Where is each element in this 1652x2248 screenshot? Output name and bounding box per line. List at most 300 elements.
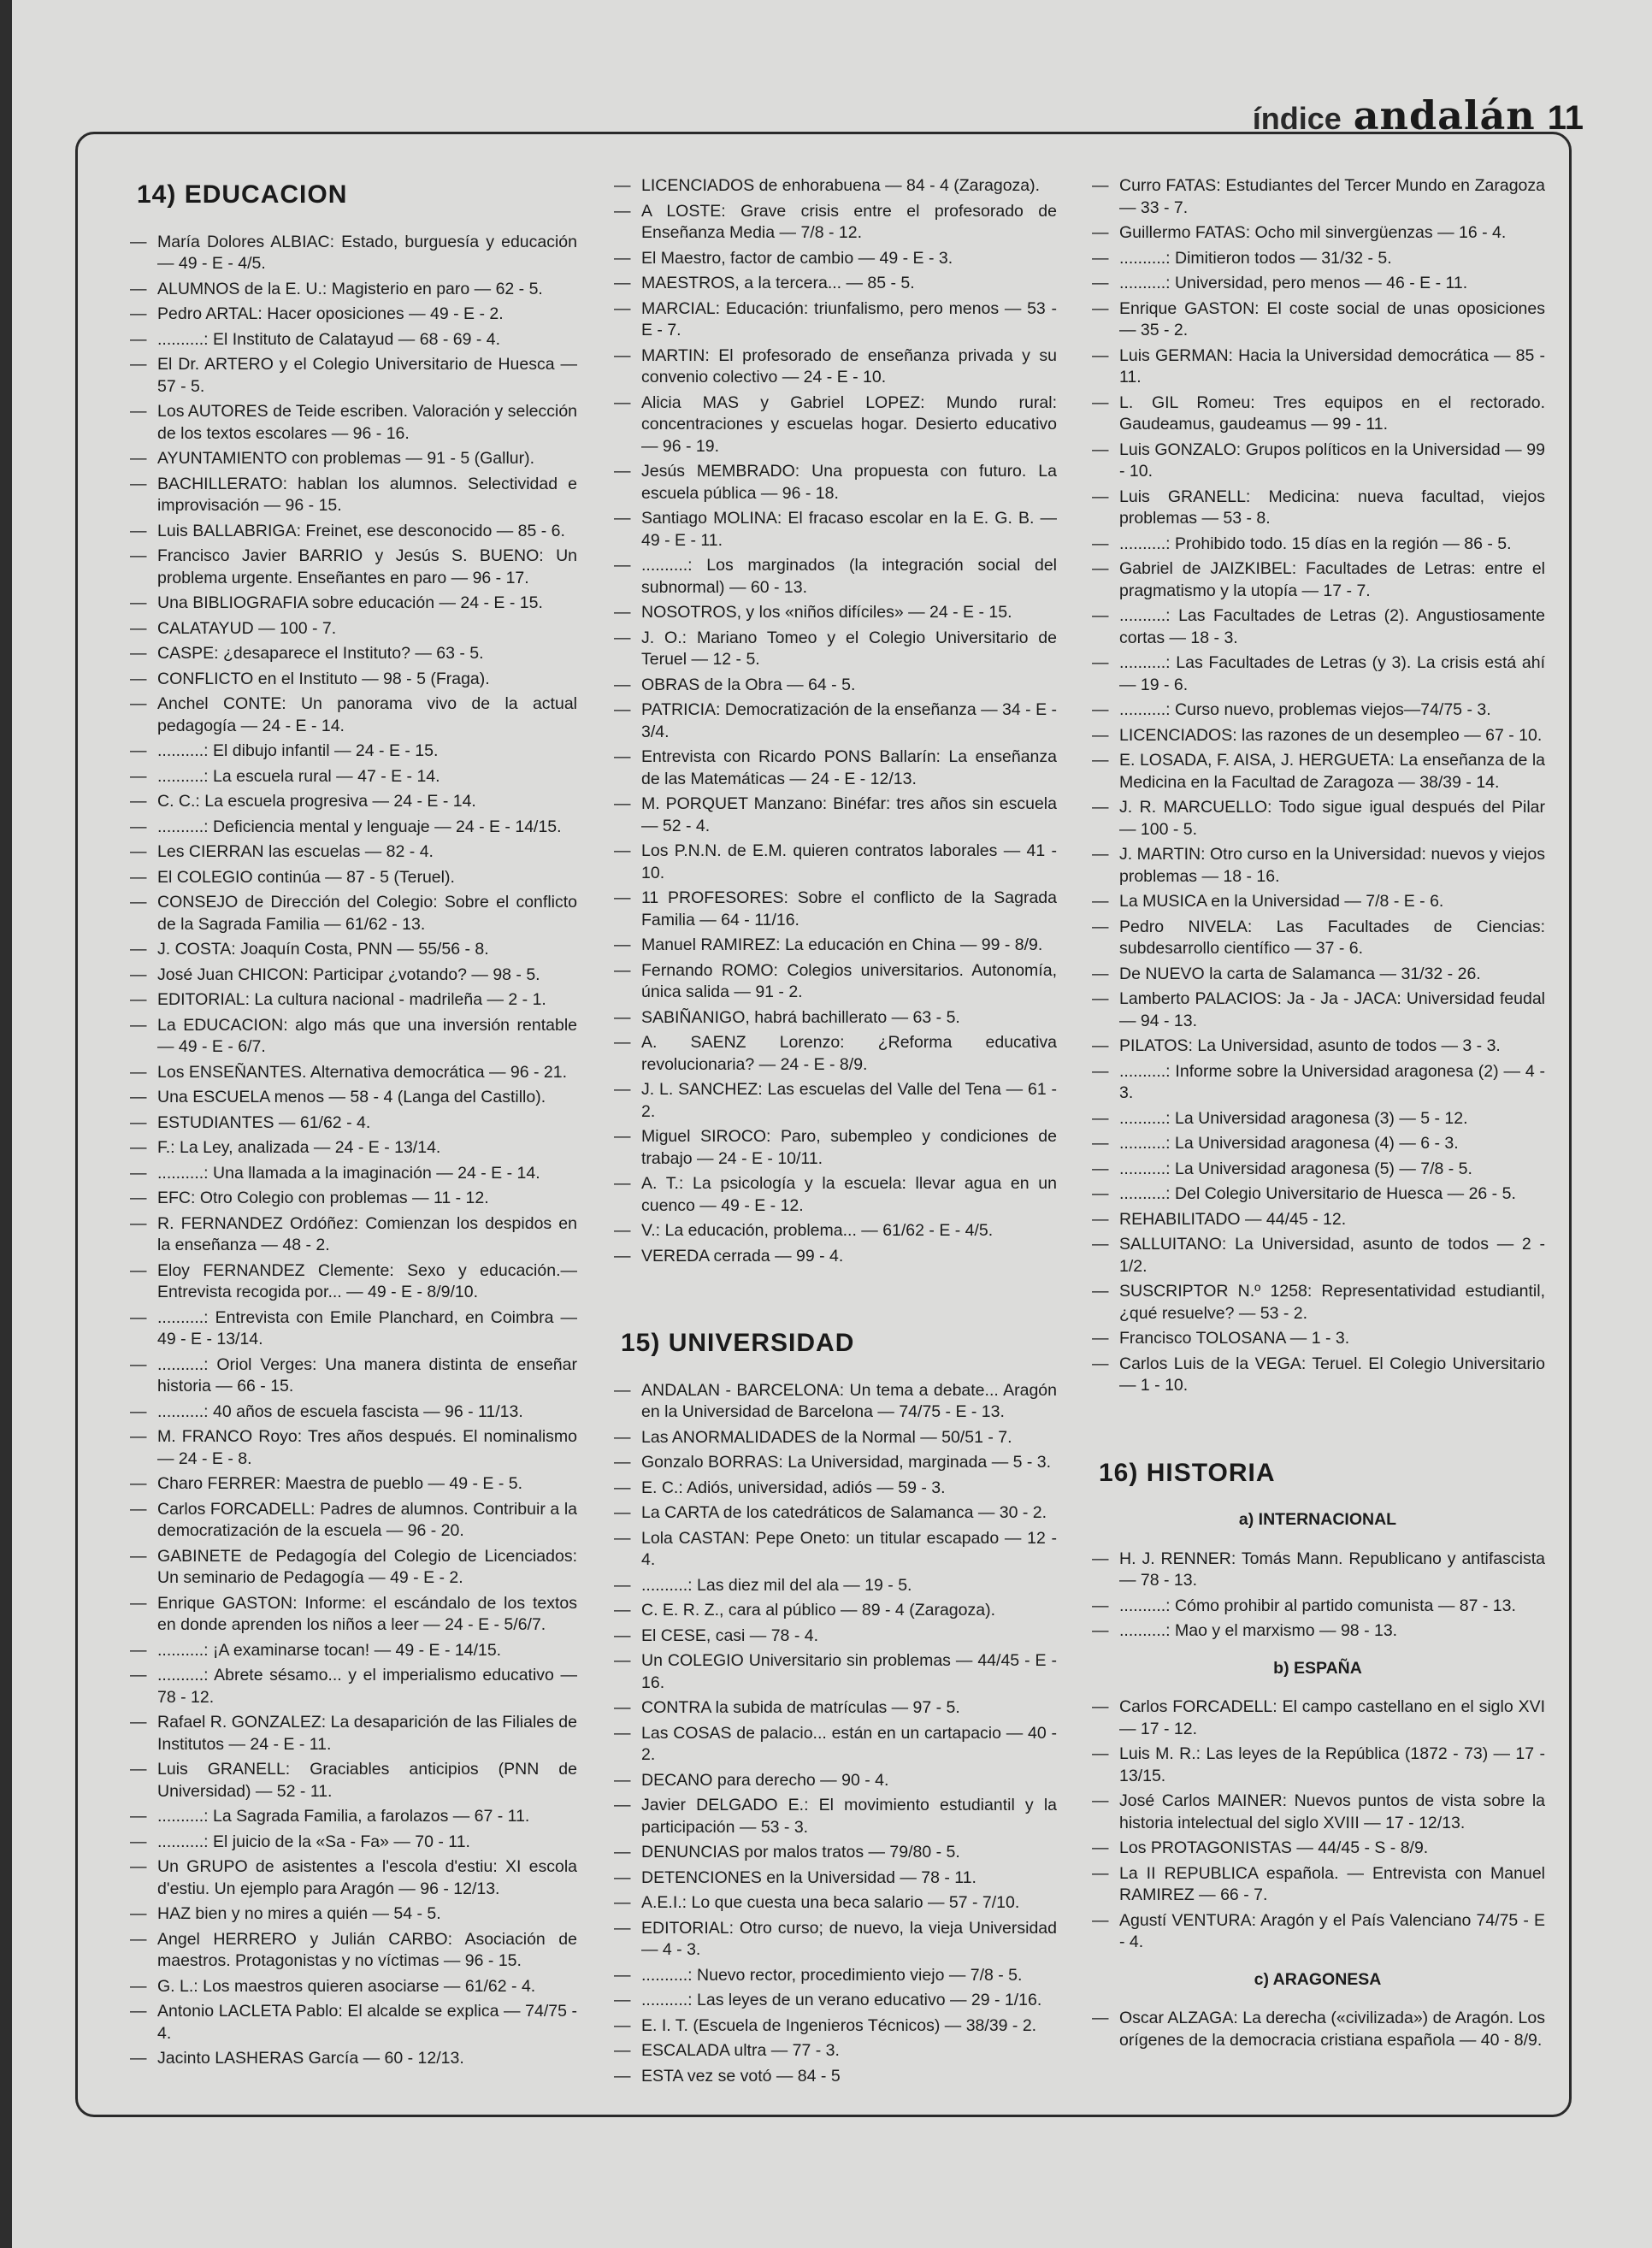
index-entry [612,555,1057,599]
index-entry [612,392,1057,458]
entry-text: ..........: Del Colegio Universitario de Huesca — 26 - 5. [1119,1184,1516,1203]
historia-espana-list [1090,1696,1545,1954]
index-entry [128,1806,577,1828]
index-entry [128,1087,577,1109]
entry-dash: — [1092,1838,1109,1857]
entry-dash: — [130,741,147,760]
entry-text: ..........: La Universidad aragonesa (5) — 7/8 - 5. [1119,1159,1472,1178]
entry-text: H. J. RENNER: Tomás Mann. Republicano y antifascista — 78 - 13. [1119,1549,1545,1590]
index-entry [1090,392,1545,436]
index-entry [1090,273,1545,295]
entry-text: ..........: El Instituto de Calatayud — 68 - 69 - 4. [157,329,501,349]
index-entry [612,1697,1057,1720]
entry-text: C. C.: La escuela progresiva — 24 - E - 14. [157,792,476,811]
universidad-entry-list-continued [1090,175,1545,1397]
index-entry [1090,1791,1545,1834]
entry-text: Alicia MAS y Gabriel LOPEZ: Mundo rural: concentraciones y escuelas hogar. Desierto educativo — 96 - 19. [641,392,1057,456]
entry-dash: — [614,462,631,481]
entry-dash: — [130,694,147,713]
educacion-entry-list-continued [612,175,1057,1267]
entry-text: Anchel CONTE: Un panorama vivo de la actual pedagogía — 24 - E - 14. [157,694,577,735]
entry-dash: — [130,1307,147,1327]
index-entry [612,1575,1057,1597]
entry-dash: — [614,1867,631,1887]
index-entry [612,1918,1057,1962]
entry-dash: — [614,1221,631,1240]
entry-text: Luis GERMAN: Hacia la Universidad democrática — 85 - 11. [1119,345,1545,386]
entry-dash: — [614,628,631,647]
entry-text: E. LOSADA, F. AISA, J. HERGUETA: La enseñanza de la Medicina en la Facultad de Zaragoza — 38/39 - 14. [1119,751,1545,792]
index-entry [612,675,1057,697]
entry-text: E. I. T. (Escuela de Ingenieros Técnicos) — 38/39 - 2. [641,2015,1037,2035]
entry-text: MAESTROS, a la tercera... — 85 - 5. [641,274,915,292]
entry-dash: — [614,1427,631,1447]
entry-text: F.: La Ley, analizada — 24 - E - 13/14. [157,1138,441,1157]
entry-dash: — [1092,1036,1109,1055]
entry-dash: — [130,1546,147,1566]
subsection-title-aragonesa: c) ARAGONESA [1254,1969,1382,1989]
index-entry [612,1007,1057,1030]
entry-dash: — [130,1857,147,1876]
index-entry [612,248,1057,270]
index-entry [1090,1620,1545,1643]
entry-text: DETENCIONES en la Universidad — 78 - 11. [641,1867,976,1887]
index-entry [612,1220,1057,1242]
entry-text: CONTRA la subida de matrículas — 97 - 5. [641,1698,960,1717]
index-entry [128,448,577,470]
index-entry [128,939,577,961]
entry-dash: — [1092,1329,1109,1348]
entry-dash: — [614,345,631,365]
entry-dash: — [1092,298,1109,318]
entry-dash: — [1092,798,1109,817]
index-entry [1090,298,1545,342]
entry-text: Oscar ALZAGA: La derecha («civilizada») de Aragón. Los orígenes de la democracia cristiana española — 40 - 8/9. [1119,2009,1545,2050]
entry-text: ..........: El juicio de la «Sa - Fa» — 70 - 11. [157,1832,470,1851]
entry-text: Francisco TOLOSANA — 1 - 3. [1119,1329,1350,1348]
index-entry [1090,558,1545,602]
entry-text: José Carlos MAINER: Nuevos puntos de vista sobre la historia intelectual del siglo XVIII — 17 - 12/13. [1119,1791,1545,1832]
entry-text: J. MARTIN: Otro curso en la Universidad: nuevos y viejos problemas — 18 - 16. [1119,845,1545,886]
magazine-logo: andalán [1353,92,1536,139]
entry-dash: — [1092,1549,1109,1568]
entry-text: Pedro NIVELA: Las Facultades de Ciencias: subdesarrollo científico — 37 - 6. [1119,917,1545,958]
index-entry [612,298,1057,342]
entry-dash: — [130,1015,147,1035]
index-entry [612,1452,1057,1474]
entry-text: Guillermo FATAS: Ocho mil sinvergüenzas — 16 - 4. [1119,223,1507,242]
entry-text: Las COSAS de palacio... están en un cartapacio — 40 - 2. [641,1723,1057,1764]
index-entry [128,1112,577,1135]
entry-dash: — [130,1593,147,1613]
index-entry [1090,652,1545,696]
index-entry [1090,988,1545,1032]
index-label: índice [1252,101,1342,136]
entry-dash: — [130,546,147,565]
entry-dash: — [1092,1791,1109,1810]
entry-text: Agustí VENTURA: Aragón y el País Valenciano 74/75 - E - 4. [1119,1910,1545,1951]
index-entry [1090,1159,1545,1181]
entry-dash: — [614,700,631,719]
entry-dash: — [130,1138,147,1157]
index-entry [1090,844,1545,888]
entry-text: ..........: Dimitieron todos — 31/32 - 5. [1119,248,1392,268]
entry-dash: — [130,593,147,612]
index-entry [128,1015,577,1059]
index-entry [1090,1863,1545,1907]
entry-text: Los ENSEÑANTES. Alternativa democrática — 96 - 21. [157,1062,568,1082]
entry-dash: — [614,1796,631,1814]
entry-text: BACHILLERATO: hablan los alumnos. Selectividad e improvisación — 96 - 15. [157,474,577,515]
index-entry [128,1260,577,1304]
entry-dash: — [130,304,147,323]
index-entry [612,1770,1057,1792]
entry-dash: — [130,474,147,493]
section-spacer [1090,1401,1545,1452]
entry-dash: — [614,1723,631,1743]
educacion-entry-list [128,232,577,2070]
entry-text: ..........: Informe sobre la Universidad aragonesa (2) — 4 - 3. [1119,1061,1545,1102]
entry-dash: — [1092,1863,1109,1883]
entry-dash: — [1092,845,1109,864]
entry-text: Lola CASTAN: Pepe Oneto: un titular escapado — 12 - 4. [641,1528,1057,1569]
entry-text: J. COSTA: Joaquín Costa, PNN — 55/56 - 8. [157,940,489,959]
entry-dash: — [614,960,631,980]
index-entry [128,1903,577,1926]
entry-text: El Dr. ARTERO y el Colegio Universitario de Huesca — 57 - 5. [157,355,577,396]
index-entry [128,1188,577,1210]
entry-text: Carlos FORCADELL: El campo castellano en el siglo XVI — 17 - 12. [1119,1697,1545,1738]
index-entry [612,935,1057,957]
entry-dash: — [614,1453,631,1472]
entry-text: La MUSICA en la Universidad — 7/8 - E - 6. [1119,892,1444,911]
entry-dash: — [614,1478,631,1497]
entry-dash: — [130,618,147,638]
section-spacer [612,1271,1057,1322]
index-entry [612,2040,1057,2062]
index-entry [128,1832,577,1854]
index-entry [128,669,577,691]
entry-dash: — [1092,1159,1109,1178]
index-entry [128,1163,577,1185]
index-entry [612,1626,1057,1648]
entry-text: ..........: La Universidad aragonesa (4) — 6 - 3. [1119,1134,1459,1153]
entry-text: MARTIN: El profesorado de enseñanza privada y su convenio colectivo — 24 - E - 10. [641,345,1057,386]
entry-dash: — [614,1575,631,1595]
entry-text: J. O.: Mariano Tomeo y el Colegio Universitario de Teruel — 12 - 5. [641,628,1057,669]
entry-dash: — [130,766,147,786]
entry-dash: — [130,2002,147,2021]
index-entry [128,329,577,351]
entry-dash: — [1092,1209,1109,1229]
index-entry [1090,1354,1545,1397]
entry-dash: — [614,1380,631,1400]
index-entry [612,960,1057,1004]
index-entry [612,1867,1057,1890]
entry-dash: — [130,1088,147,1106]
entry-dash: — [130,1474,147,1493]
index-entry [612,1502,1057,1525]
index-entry [128,474,577,517]
index-entry [128,1759,577,1803]
entry-text: ..........: Deficiencia mental y lenguaje — 24 - E - 14/15. [157,817,562,836]
index-entry [612,1600,1057,1622]
entry-dash: — [130,1189,147,1207]
entry-text: Gabriel de JAIZKIBEL: Facultades de Letras: entre el pragmatismo y la utopía — 17 - 7. [1119,559,1545,600]
entry-dash: — [1092,1108,1109,1128]
entry-text: J. L. SANCHEZ: Las escuelas del Valle del Tena — 61 - 2. [641,1080,1057,1121]
entry-dash: — [1092,1282,1109,1301]
entry-text: Jacinto LASHERAS García — 60 - 12/13. [157,2049,464,2068]
entry-text: Los P.N.N. de E.M. quieren contratos laborales — 41 - 10. [641,841,1057,882]
entry-dash: — [1092,487,1109,506]
entry-text: E. C.: Adiós, universidad, adiós — 59 - 3. [641,1478,946,1497]
entry-dash: — [1092,440,1109,459]
entry-text: Antonio LACLETA Pablo: El alcalde se explica — 74/75 - 4. [157,2002,577,2043]
index-entry [128,1354,577,1398]
index-entry [128,1401,577,1424]
entry-text: María Dolores ALBIAC: Estado, burguesía y educación — 49 - E - 4/5. [157,232,577,273]
entry-dash: — [1092,1697,1109,1716]
index-entry [1090,1838,1545,1860]
index-entry [1090,1183,1545,1206]
entry-dash: — [130,1401,147,1421]
entry-text: ESTA vez se votó — 84 - 5 [641,2066,841,2086]
index-entry [128,1665,577,1708]
entry-text: A.E.I.: Lo que cuesta una beca salario — 57 - 7/10. [641,1893,1020,1912]
entry-dash: — [614,1626,631,1645]
entry-dash: — [614,2066,631,2086]
entry-dash: — [614,201,631,221]
entry-text: GABINETE de Pedagogía del Colegio de Licenciados: Un seminario de Pedagogía — 49 - E - 2. [157,1546,577,1587]
column-3 [1090,175,1545,2055]
entry-dash: — [614,1651,631,1670]
entry-dash: — [1092,559,1109,578]
entry-text: V.: La educación, problema... — 61/62 - E - 4/5. [641,1221,994,1240]
index-entry [128,766,577,788]
entry-text: CONFLICTO en el Instituto — 98 - 5 (Fraga). [157,669,490,688]
entry-dash: — [614,1246,631,1266]
index-entry [1090,750,1545,794]
entry-dash: — [614,1080,631,1099]
historia-internacional-list [1090,1549,1545,1643]
entry-text: PILATOS: La Universidad, asunto de todos — 3 - 3. [1119,1036,1501,1055]
entry-text: EDITORIAL: Otro curso; de nuevo, la vieja Universidad — 4 - 3. [641,1918,1057,1959]
entry-text: HAZ bien y no mires a quién — 54 - 5. [157,1904,441,1923]
index-entry [1090,1061,1545,1105]
index-entry [1090,1209,1545,1231]
entry-text: Rafael R. GONZALEZ: La desaparición de las Filiales de Institutos — 24 - E - 11. [157,1713,577,1754]
entry-text: CALATAYUD — 100 - 7. [157,618,337,638]
entry-dash: — [1092,274,1109,292]
entry-dash: — [614,841,631,860]
entry-dash: — [614,1698,631,1717]
entry-dash: — [130,449,147,468]
entry-dash: — [614,248,631,268]
entry-dash: — [1092,606,1109,625]
index-entry [128,401,577,445]
entry-text: Francisco Javier BARRIO y Jesús S. BUENO: Un problema urgente. Enseñantes en paro — 96 - 17. [157,546,577,587]
historia-aragonesa-list [1090,2008,1545,2051]
entry-text: A. T.: La psicología y la escuela: llevar agua en un cuenco — 49 - E - 12. [641,1174,1057,1215]
entry-dash: — [614,1503,631,1522]
entry-text: CONSEJO de Dirección del Colegio: Sobre el conflicto de la Sagrada Familia — 61/62 - 13. [157,893,577,934]
index-entry [1090,725,1545,747]
entry-text: R. FERNANDEZ Ordóñez: Comienzan los despidos en la enseñanza — 48 - 2. [157,1213,577,1254]
index-entry [128,1929,577,1973]
entry-text: El Maestro, factor de cambio — 49 - E - 3. [641,248,953,268]
index-entry [128,546,577,589]
entry-dash: — [130,521,147,540]
index-entry [128,1593,577,1637]
entry-text: ..........: ¡A examinarse tocan! — 49 - E - 14/15. [157,1640,502,1660]
entry-text: M. PORQUET Manzano: Binéfar: tres años sin escuela — 52 - 4. [641,794,1057,835]
entry-dash: — [614,888,631,907]
entry-dash: — [130,1062,147,1082]
index-entry [1090,534,1545,556]
index-entry [1090,699,1545,722]
entry-dash: — [130,402,147,421]
entry-dash: — [1092,1596,1109,1615]
entry-dash: — [614,935,631,954]
entry-text: Pedro ARTAL: Hacer oposiciones — 49 - E - 2. [157,304,504,323]
entry-dash: — [130,1832,147,1851]
index-entry [1090,917,1545,960]
index-entry [1090,1910,1545,1954]
entry-dash: — [130,1213,147,1233]
entry-text: M. FRANCO Royo: Tres años después. El nominalismo — 24 - E - 8. [157,1427,577,1468]
entry-text: Carlos FORCADELL: Padres de alumnos. Contribuir a la democratización de la escuela — 96 - 20. [157,1499,577,1540]
entry-dash: — [614,509,631,528]
entry-text: ..........: Los marginados (la integración social del subnormal) — 60 - 13. [641,556,1057,597]
entry-text: AYUNTAMIENTO con problemas — 91 - 5 (Gallur). [157,449,535,468]
entry-text: Javier DELGADO E.: El movimiento estudiantil y la participación — 53 - 3. [641,1796,1057,1837]
entry-dash: — [130,1976,147,1996]
entry-dash: — [614,1601,631,1620]
index-entry [1090,1133,1545,1155]
index-entry [612,1650,1057,1694]
entry-text: J. R. MARCUELLO: Todo sigue igual después del Pilar — 100 - 5. [1119,798,1545,839]
index-entry [612,273,1057,295]
index-entry [1090,1281,1545,1325]
index-entry [612,345,1057,389]
index-entry [128,817,577,839]
index-entry [612,1478,1057,1500]
entry-text: La II REPUBLICA española. — Entrevista con Manuel RAMIREZ — 66 - 7. [1119,1863,1545,1904]
column-2 [612,175,1057,2091]
index-entry [1090,1549,1545,1592]
index-entry [1090,1234,1545,1277]
entry-text: C. E. R. Z., cara al público — 89 - 4 (Zaragoza). [641,1601,995,1620]
entry-dash: — [1092,2009,1109,2027]
entry-text: ..........: La escuela rural — 47 - E - 14. [157,766,440,786]
index-entry [612,1173,1057,1217]
index-entry [128,989,577,1012]
entry-dash: — [614,1528,631,1548]
entry-text: ..........: Oriol Verges: Una manera distinta de enseñar historia — 66 - 15. [157,1354,577,1395]
entry-dash: — [130,279,147,298]
entry-text: PATRICIA: Democratización de la enseñanza — 34 - E - 3/4. [641,700,1057,741]
entry-dash: — [614,1770,631,1790]
index-entry [128,1546,577,1590]
entry-dash: — [130,1713,147,1732]
entry-dash: — [1092,176,1109,195]
index-entry [612,175,1057,198]
entry-text: ALUMNOS de la E. U.: Magisterio en paro — 62 - 5. [157,279,543,298]
entry-dash: — [130,355,147,374]
index-entry [128,791,577,813]
index-entry [1090,797,1545,841]
index-entry [128,2001,577,2044]
entry-dash: — [1092,534,1109,553]
entry-text: ..........: Prohibido todo. 15 días en la región — 86 - 5. [1119,534,1512,553]
index-entry [128,521,577,543]
index-entry [612,746,1057,790]
entry-dash: — [130,792,147,811]
entry-text: ANDALAN - BARCELONA: Un tema a debate... Aragón en la Universidad de Barcelona — 74/75 - E - 13. [641,1380,1057,1421]
entry-dash: — [614,603,631,622]
index-entry [1090,605,1545,649]
index-entry [1090,222,1545,245]
entry-dash: — [614,1991,631,2009]
index-entry [128,1213,577,1257]
entry-text: EFC: Otro Colegio con problemas — 11 - 12. [157,1189,489,1207]
entry-text: Los PROTAGONISTAS — 44/45 - S - 8/9. [1119,1838,1429,1857]
entry-dash: — [1092,392,1109,412]
entry-text: CASPE: ¿desaparece el Instituto? — 63 - 5. [157,644,484,663]
entry-text: Carlos Luis de la VEGA: Teruel. El Colegio Universitario — 1 - 10. [1119,1354,1545,1395]
index-entry [612,841,1057,884]
entry-dash: — [1092,700,1109,719]
entry-dash: — [614,1843,631,1862]
page-number: 11 [1547,99,1584,137]
subsection-title-internacional: a) INTERNACIONAL [1238,1510,1397,1529]
section-title-universidad: 15) UNIVERSIDAD [621,1329,855,1357]
entry-dash: — [614,392,631,412]
entry-text: Eloy FERNANDEZ Clemente: Sexo y educación.— Entrevista recogida por... — 49 - E - 8/9/10. [157,1260,577,1301]
index-entry [1090,1744,1545,1787]
entry-dash: — [130,2049,147,2068]
entry-dash: — [130,817,147,836]
entry-dash: — [614,1893,631,1912]
entry-dash: — [1092,1061,1109,1081]
entry-text: ..........: Una llamada a la imaginación — 24 - E - 14. [157,1163,540,1183]
entry-text: DECANO para derecho — 90 - 4. [641,1770,889,1790]
entry-dash: — [130,1904,147,1923]
index-entry [128,1473,577,1496]
entry-text: José Juan CHICON: Participar ¿votando? — 98 - 5. [157,965,540,984]
entry-dash: — [1092,917,1109,936]
entry-text: ..........: Las leyes de un verano educativo — 29 - 1/16. [641,1991,1042,2009]
entry-dash: — [614,747,631,766]
entry-dash: — [614,298,631,318]
index-entry [1090,1596,1545,1618]
entry-dash: — [614,675,631,694]
entry-text: REHABILITADO — 44/45 - 12. [1119,1209,1347,1229]
index-entry [128,1976,577,1998]
entry-text: Luis GRANELL: Graciables anticipios (PNN de Universidad) — 52 - 11. [157,1760,577,1801]
entry-dash: — [614,1127,631,1146]
entry-text: Un COLEGIO Universitario sin problemas — 44/45 - E - 16. [641,1651,1057,1692]
entry-text: ESTUDIANTES — 61/62 - 4. [157,1112,371,1132]
entry-dash: — [130,867,147,887]
entry-dash: — [614,1007,631,1027]
entry-text: SABIÑANIGO, habrá bachillerato — 63 - 5. [641,1007,960,1027]
entry-text: Las ANORMALIDADES de la Normal — 50/51 - 7. [641,1427,1012,1447]
index-entry [612,1842,1057,1864]
entry-dash: — [1092,345,1109,365]
universidad-entry-list [612,1380,1057,2088]
